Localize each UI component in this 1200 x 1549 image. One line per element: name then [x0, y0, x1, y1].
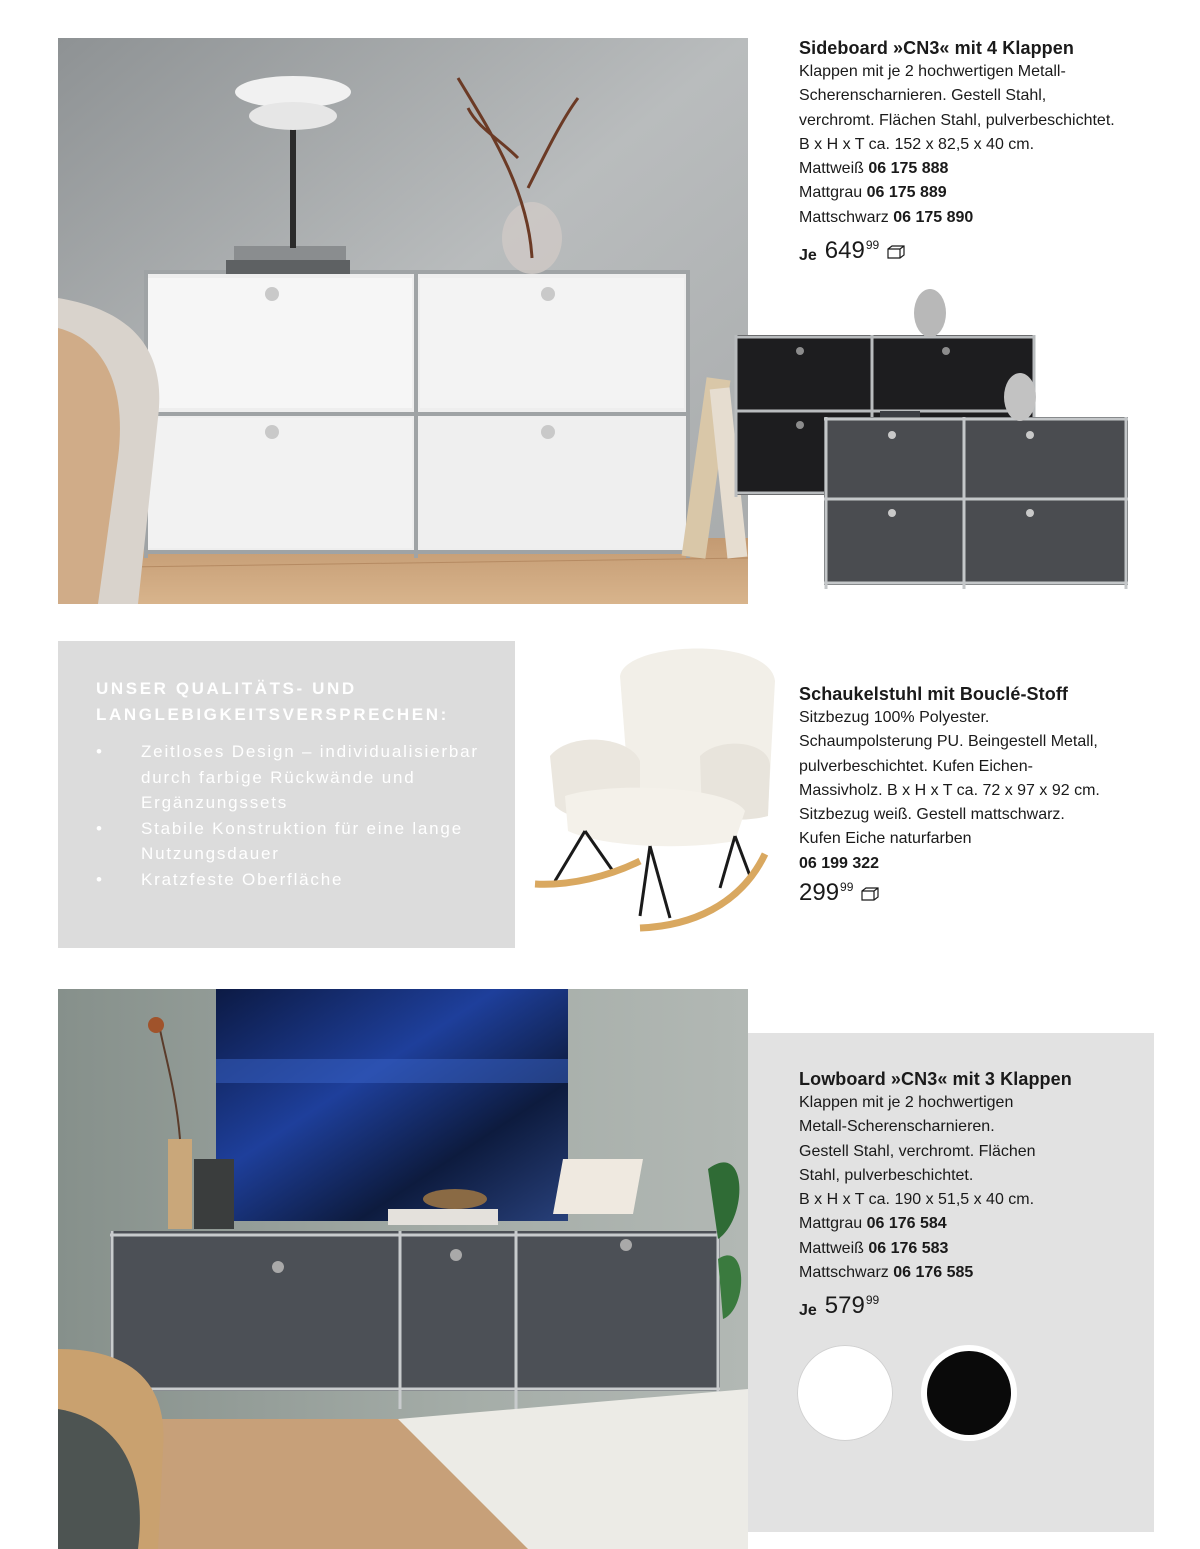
sideboard-variant: [799, 206, 1179, 230]
quality-title: UNSER QUALITÄTS- UND LANGLEBIGKEITSVERSPRECHEN:: [96, 679, 449, 724]
variant-number: 06 175 888: [868, 160, 949, 178]
variant-number: 06 176 584: [866, 1215, 947, 1233]
sideboard-photo: [58, 38, 748, 604]
variant-number: 06 175 889: [866, 184, 947, 202]
sideboard-variant: [799, 181, 1179, 205]
sideboard-desc-line: Klappen mit je 2 hochwertigen Metall-: [799, 63, 1066, 80]
lowboard-info: [799, 1067, 1139, 1321]
variant-color: Mattgrau: [799, 184, 863, 202]
chair-article-number: 06 199 322: [799, 854, 880, 872]
variant-number: 06 176 583: [868, 1239, 949, 1257]
lowboard-variant: [799, 1261, 1139, 1285]
lowboard-photo: [58, 989, 748, 1549]
lowboard-desc-line: Gestell Stahl, verchromt. Flächen: [799, 1142, 1036, 1160]
variant-number: 06 175 890: [893, 208, 974, 226]
price-euro: 579: [824, 1292, 865, 1320]
sideboard-desc-line: B x H x T ca. 152 x 82,5 x 40 cm.: [799, 135, 1035, 153]
sideboard-info: [799, 36, 1179, 266]
price-cent: 99: [840, 880, 854, 895]
rocking-chair-photo: [530, 636, 780, 936]
price-euro: 649: [824, 237, 865, 265]
swatch-black-ring: [921, 1345, 1017, 1441]
variant-color: Mattschwarz: [799, 1264, 889, 1282]
sideboard-variant: [799, 157, 1179, 181]
variant-color: Mattweiß: [799, 1239, 864, 1257]
chair-desc-line: Kufen Eiche naturfarben: [799, 830, 972, 848]
chair-info: [799, 682, 1179, 908]
sideboard-price: [799, 236, 1179, 266]
price-euro: 299: [799, 879, 840, 907]
price-cent: 99: [865, 238, 880, 253]
lowboard-variant: [799, 1212, 1139, 1236]
list-item: • Stabile Konstruktion für eine lange Nutzungsdauer: [96, 816, 496, 867]
package-icon: [887, 245, 905, 259]
lowboard-desc-line: B x H x T ca. 190 x 51,5 x 40 cm.: [799, 1191, 1035, 1209]
price-prefix: Je: [799, 247, 817, 265]
variant-color: Mattweiß: [799, 160, 864, 178]
list-item: • Kratzfeste Oberfläche: [96, 867, 496, 893]
variant-number: 06 176 585: [893, 1264, 974, 1282]
chair-price: [799, 878, 1179, 908]
chair-desc-line: Massivholz. B x H x T ca. 72 x 97 x 92 cm.: [799, 781, 1100, 799]
quality-promise-box: [58, 641, 515, 948]
lowboard-desc-line: Klappen mit je 2 hochwertigen: [799, 1094, 1014, 1111]
chair-title: Schaukelstuhl mit Bouclé-Stoff: [799, 684, 1069, 704]
lowboard-variant: [799, 1237, 1139, 1261]
price-cent: 99: [865, 1293, 880, 1308]
lowboard-price: [799, 1291, 1139, 1321]
lowboard-desc-line: Metall-Scherenscharnieren.: [799, 1118, 995, 1136]
swatch-white: [797, 1345, 893, 1441]
list-item: • Zeitloses Design – individualisierbar durch farbige Rückwände und Ergänzungssets: [96, 739, 496, 816]
chair-desc-line: Sitzbezug weiß. Gestell mattschwarz.: [799, 806, 1065, 824]
chair-desc-line: pulverbeschichtet. Kufen Eichen-: [799, 757, 1033, 775]
chair-desc-line: Schaumpolsterung PU. Beingestell Metall,: [799, 733, 1098, 751]
sideboard-title: Sideboard »CN3« mit 4 Klappen: [799, 38, 1074, 58]
sideboard-variants-photo: [730, 285, 1130, 595]
quality-list: [96, 739, 496, 893]
sideboard-desc-line: Scherenscharnieren. Gestell Stahl,: [799, 87, 1047, 105]
lowboard-title: Lowboard »CN3« mit 3 Klappen: [799, 1069, 1072, 1089]
sideboard-desc-line: verchromt. Flächen Stahl, pulverbeschichtet.: [799, 111, 1115, 129]
chair-desc-line: Sitzbezug 100% Polyester.: [799, 709, 990, 726]
package-icon: [861, 887, 879, 901]
lowboard-desc-line: Stahl, pulverbeschichtet.: [799, 1166, 974, 1184]
swatch-black: [927, 1351, 1011, 1435]
variant-color: Mattgrau: [799, 1215, 863, 1233]
price-prefix: Je: [799, 1302, 817, 1320]
variant-color: Mattschwarz: [799, 208, 889, 226]
